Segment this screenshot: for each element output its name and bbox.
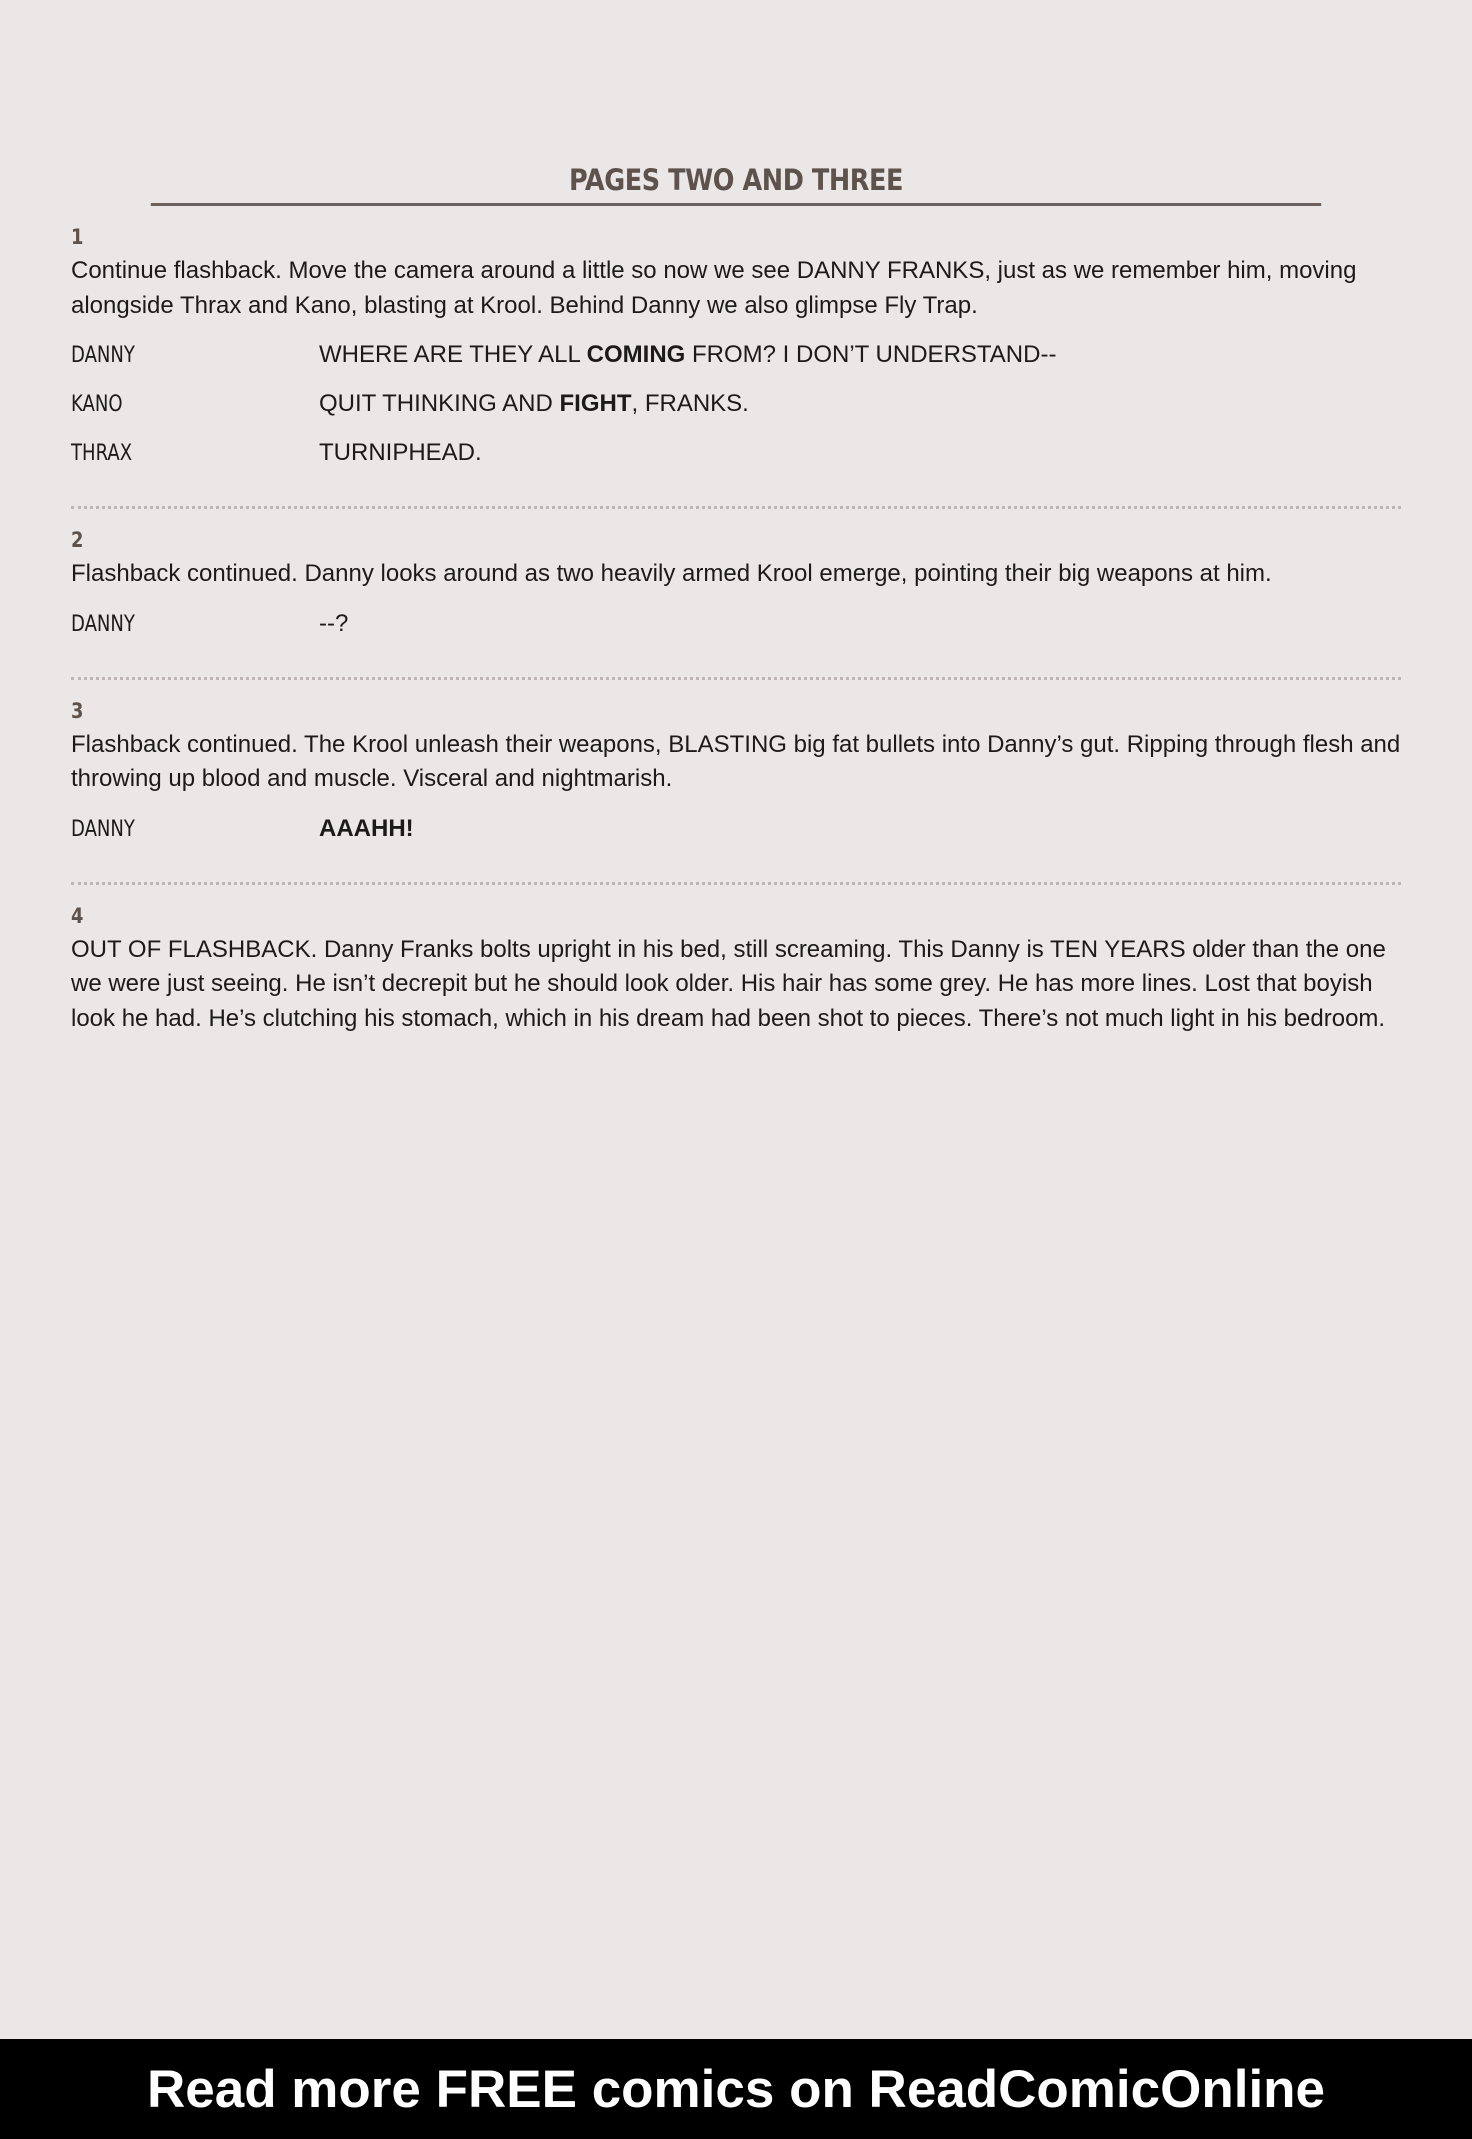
panel-number: 4: [71, 903, 84, 928]
dialogue-block: [71, 815, 1401, 864]
dialogue-line: [71, 341, 1401, 390]
speaker-name: DANNY: [71, 343, 135, 368]
panel: [71, 698, 1401, 885]
speech-text: [319, 390, 749, 418]
speech-text: [319, 439, 482, 467]
speech-emphasis: FIGHT: [559, 390, 632, 417]
footer-banner[interactable]: [0, 2039, 1472, 2139]
panel-divider: [71, 882, 1401, 885]
panel-description: Flashback continued. The Krool unleash their weapons, BLASTING big fat bullets into Danny’s gut. Ripping through flesh and throwing up blood and muscle. Visceral and nightmarish.: [71, 730, 1401, 792]
dialogue-line: [71, 390, 1401, 439]
panel: [71, 527, 1401, 680]
panel-number: 2: [71, 528, 84, 552]
panel-description: OUT OF FLASHBACK. Danny Franks bolts upright in his bed, still screaming. This Danny is TEN YEARS older than the one we were just seeing. He isn’t decrepit but he should look older. His hair has some grey. He has more lines. Lost that boyish look he had. He’s clutching his stomach, which in his dream had been shot to pieces. There’s not much light in his bedroom.: [71, 935, 1386, 1032]
panel: [71, 903, 1401, 1037]
speech-part: QUIT THINKING AND: [319, 390, 560, 417]
speaker-name: KANO: [71, 392, 123, 417]
speech-emphasis: COMING: [586, 341, 686, 368]
speech-part: --?: [319, 609, 349, 637]
speaker-name: THRAX: [71, 441, 133, 466]
speech-part: , FRANKS.: [631, 390, 749, 417]
dialogue-block: [71, 610, 1401, 659]
panel-number: 3: [71, 698, 84, 723]
speech-text: [319, 341, 1056, 369]
footer-link-text[interactable]: Read more FREE comics on ReadComicOnline: [146, 2059, 1326, 2119]
page-title: PAGES TWO AND THREE: [151, 160, 1321, 206]
panel-divider: [71, 506, 1401, 509]
speaker-name: DANNY: [71, 611, 135, 637]
dialogue-line: [71, 610, 1401, 659]
speech-emphasis: AAAHH!: [319, 814, 414, 842]
dialogue-block: [71, 341, 1401, 488]
script-page: [71, 160, 1401, 1036]
speech-text: [319, 815, 414, 843]
speech-part: FROM? I DON’T UNDERSTAND--: [685, 341, 1057, 368]
speech-part: WHERE ARE THEY ALL: [319, 341, 587, 368]
panel-description: Flashback continued. Danny looks around as two heavily armed Krool emerge, pointing their big weapons at him.: [71, 560, 1272, 587]
dialogue-line: [71, 439, 1401, 488]
panel: [71, 224, 1401, 509]
panel-number: 1: [71, 225, 84, 249]
panel-description: Continue flashback. Move the camera around a little so now we see DANNY FRANKS, just as we remember him, moving alongside Thrax and Kano, blasting at Krool. Behind Danny we also glimpse Fly Trap.: [71, 257, 1357, 319]
panel-divider: [71, 677, 1401, 680]
dialogue-line: [71, 815, 1401, 864]
speech-part: TURNIPHEAD.: [319, 439, 482, 466]
speaker-name: DANNY: [71, 816, 135, 842]
speech-text: [319, 610, 348, 638]
